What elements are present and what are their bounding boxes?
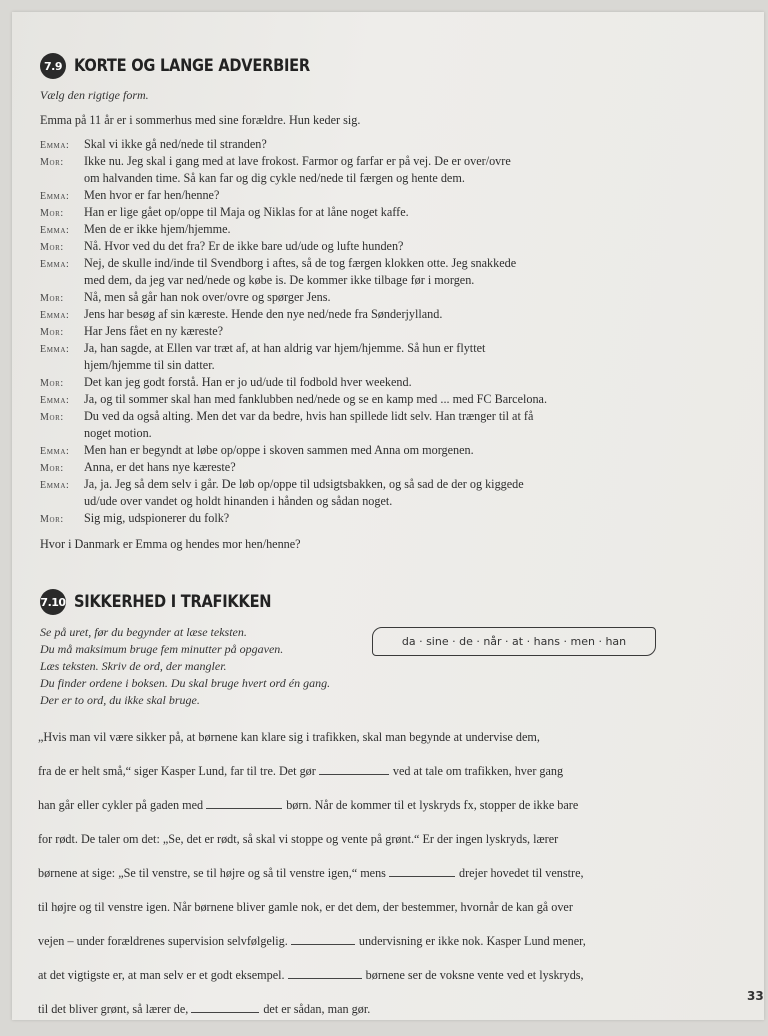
- speaker-label: Mor:: [40, 242, 64, 253]
- dialogue-text: hjem/hjemme til sin datter.: [84, 358, 215, 372]
- text-line: [38, 968, 678, 1002]
- speaker-label: Mor:: [40, 378, 64, 389]
- speaker-label: Emma:: [40, 225, 70, 236]
- dialogue-text: Anna, er det hans nye kæreste?: [84, 460, 236, 474]
- dialogue-line: [40, 443, 680, 460]
- instruction-line: Se på uret, før du begynder at læse teksten.: [40, 625, 247, 639]
- text-line: [38, 764, 678, 798]
- speaker-label: Emma:: [40, 191, 70, 202]
- text-line: [38, 798, 678, 832]
- text-line: [38, 866, 678, 900]
- text-line: [38, 900, 678, 934]
- dialogue-line: [40, 222, 680, 239]
- dialogue-text: Ja, ja. Jeg så dem selv i går. De løb op/oppe til udsigtsbakken, og så sad de der og kiggede: [84, 477, 524, 491]
- dialogue-line: [40, 426, 680, 443]
- instruction-list: [40, 625, 330, 710]
- dialogue-line: [40, 154, 680, 171]
- dialogue-line: [40, 256, 680, 273]
- text-line: [38, 934, 678, 968]
- dialogue-line: [40, 324, 680, 341]
- dialogue-line: [40, 205, 680, 222]
- dialogue-text: Nej, de skulle ind/inde til Svendborg i aftes, så de tog færgen klokken otte. Jeg snakkede: [84, 256, 517, 270]
- dialogue-line: [40, 188, 680, 205]
- dialogue-line: [40, 494, 680, 511]
- dialogue: [40, 137, 680, 528]
- dialogue-line: [40, 239, 680, 256]
- text-segment: at det vigtigste er, at man selv er et godt eksempel.: [38, 968, 288, 982]
- speaker-label: Emma:: [40, 395, 70, 406]
- dialogue-text: Nå, men så går han nok over/ovre og spørger Jens.: [84, 290, 331, 304]
- dialogue-text: noget motion.: [84, 426, 152, 440]
- answer-blank[interactable]: [191, 1002, 259, 1013]
- answer-blank[interactable]: [291, 934, 355, 945]
- page-number: 33: [747, 989, 764, 1003]
- dialogue-text: Sig mig, udspionerer du folk?: [84, 511, 230, 525]
- speaker-label: Emma:: [40, 344, 70, 355]
- text-line: [38, 832, 678, 866]
- speaker-label: Mor:: [40, 463, 64, 474]
- text-segment: fra de er helt små,“ siger Kasper Lund, far til tre. Det gør: [38, 764, 319, 778]
- instruction-text: Vælg den rigtige form.: [40, 88, 149, 102]
- text-segment: børn. Når de kommer til et lyskryds fx, stopper de ikke bare: [286, 798, 579, 812]
- dialogue-line: [40, 290, 680, 307]
- dialogue-line: [40, 477, 680, 494]
- speaker-label: Emma:: [40, 480, 70, 491]
- speaker-label: Emma:: [40, 140, 70, 151]
- dialogue-text: Du ved da også alting. Men det var da bedre, hvis han spillede lidt selv. Han trænger til at få: [84, 409, 534, 423]
- dialogue-text: med dem, da jeg var ned/nede og købe is. De kommer ikke tilbage før i morgen.: [84, 273, 475, 287]
- dialogue-line: [40, 273, 680, 290]
- speaker-label: Mor:: [40, 327, 64, 338]
- text-segment: undervisning er ikke nok. Kasper Lund mener,: [358, 934, 586, 948]
- dialogue-text: Men han er begyndt at løbe op/oppe i skoven sammen med Anna om morgenen.: [84, 443, 474, 457]
- dialogue-line: [40, 392, 680, 409]
- text-segment: til højre og til venstre igen. Når børnene bliver gamle nok, er det dem, der bestemmer, hvornår de kan gå over: [38, 900, 573, 914]
- speaker-label: Mor:: [40, 293, 64, 304]
- dialogue-text: ud/ude over vandet og holdt hinanden i hånden og sådan noget.: [84, 494, 393, 508]
- text-segment: ved at tale om trafikken, hver gang: [392, 764, 564, 778]
- dialogue-line: [40, 511, 680, 528]
- text-segment: „Hvis man vil være sikker på, at børnene kan klare sig i trafikken, skal man begynde at undervise dem,: [38, 730, 540, 744]
- dialogue-text: om halvanden time. Så kan far og dig cykle ned/nede til færgen og hente dem.: [84, 171, 465, 185]
- dialogue-text: Har Jens fået en ny kæreste?: [84, 324, 224, 338]
- speaker-label: Mor:: [40, 412, 64, 423]
- instruction-line: Der er to ord, du ikke skal bruge.: [40, 693, 200, 707]
- section-header-7-10: [40, 589, 303, 615]
- question-text: Hvor i Danmark er Emma og hendes mor hen/henne?: [40, 537, 301, 551]
- dialogue-text: Ja, og til sommer skal han med fanklubben ned/nede og se en kamp med ... med FC Barcelona.: [84, 392, 548, 406]
- dialogue-line: [40, 307, 680, 324]
- dialogue-text: Nå. Hvor ved du det fra? Er de ikke bare ud/ude og lufte hunden?: [84, 239, 404, 253]
- dialogue-line: [40, 460, 680, 477]
- fill-in-text: [38, 730, 678, 1036]
- section-header-7-9: [40, 53, 348, 79]
- word-box: da · sine · de · når · at · hans · men · han: [372, 627, 656, 656]
- dialogue-line: [40, 409, 680, 426]
- dialogue-line: [40, 375, 680, 392]
- instruction-line: Du må maksimum bruge fem minutter på opgaven.: [40, 642, 284, 656]
- dialogue-text: Ja, han sagde, at Ellen var træt af, at han aldrig var hjem/hjemme. Så hun er flyttet: [84, 341, 486, 355]
- answer-blank[interactable]: [319, 764, 389, 775]
- speaker-label: Mor:: [40, 514, 64, 525]
- dialogue-text: Men hvor er far hen/henne?: [84, 188, 220, 202]
- dialogue-line: [40, 358, 680, 375]
- text-segment: drejer hovedet til venstre,: [458, 866, 584, 880]
- answer-blank[interactable]: [389, 866, 455, 877]
- answer-blank[interactable]: [288, 968, 362, 979]
- text-line: [38, 730, 678, 764]
- dialogue-text: Skal vi ikke gå ned/nede til stranden?: [84, 137, 267, 151]
- dialogue-text: Ikke nu. Jeg skal i gang med at lave frokost. Farmor og farfar er på vej. De er over/ovre: [84, 154, 511, 168]
- answer-blank[interactable]: [206, 798, 282, 809]
- text-segment: han går eller cykler på gaden med: [38, 798, 207, 812]
- text-segment: det er sådan, man gør.: [263, 1002, 371, 1016]
- speaker-label: Mor:: [40, 208, 64, 219]
- speaker-label: Emma:: [40, 310, 70, 321]
- text-segment: børnene ser de voksne vente ved et lyskryds,: [365, 968, 584, 982]
- workbook-page: [12, 12, 764, 1020]
- intro-text: Emma på 11 år er i sommerhus med sine forældre. Hun keder sig.: [40, 113, 361, 127]
- dialogue-text: Det kan jeg godt forstå. Han er jo ud/ude til fodbold hver weekend.: [84, 375, 412, 389]
- dialogue-text: Men de er ikke hjem/hjemme.: [84, 222, 231, 236]
- dialogue-line: [40, 171, 680, 188]
- speaker-label: Emma:: [40, 446, 70, 457]
- exercise-number-badge: 7.9: [40, 53, 66, 79]
- dialogue-line: [40, 137, 680, 154]
- speaker-label: Emma:: [40, 259, 70, 270]
- speaker-label: Mor:: [40, 157, 64, 168]
- text-segment: vejen – under forældrenes supervision selvfølgelig.: [38, 934, 291, 948]
- text-segment: til det bliver grønt, så lærer de,: [38, 1002, 192, 1016]
- dialogue-text: Jens har besøg af sin kæreste. Hende den nye ned/nede fra Sønderjylland.: [84, 307, 443, 321]
- text-line: [38, 1002, 678, 1036]
- dialogue-text: Han er lige gået op/oppe til Maja og Niklas for at låne noget kaffe.: [84, 205, 409, 219]
- section-title: KORTE OG LANGE ADVERBIER: [74, 56, 310, 76]
- instruction-line: Du finder ordene i boksen. Du skal bruge hvert ord én gang.: [40, 676, 331, 690]
- exercise-number-badge: 7.10: [40, 589, 66, 615]
- section-title: SIKKERHED I TRAFIKKEN: [74, 592, 272, 612]
- instruction-line: Læs teksten. Skriv de ord, der mangler.: [40, 659, 227, 673]
- text-segment: for rødt. De taler om det: „Se, det er rødt, så skal vi stoppe og vente på grønt.“ Er der ingen lyskryds, lærer: [38, 832, 559, 846]
- text-segment: børnene at sige: „Se til venstre, se til højre og så til venstre igen,“ mens: [38, 866, 389, 880]
- dialogue-line: [40, 341, 680, 358]
